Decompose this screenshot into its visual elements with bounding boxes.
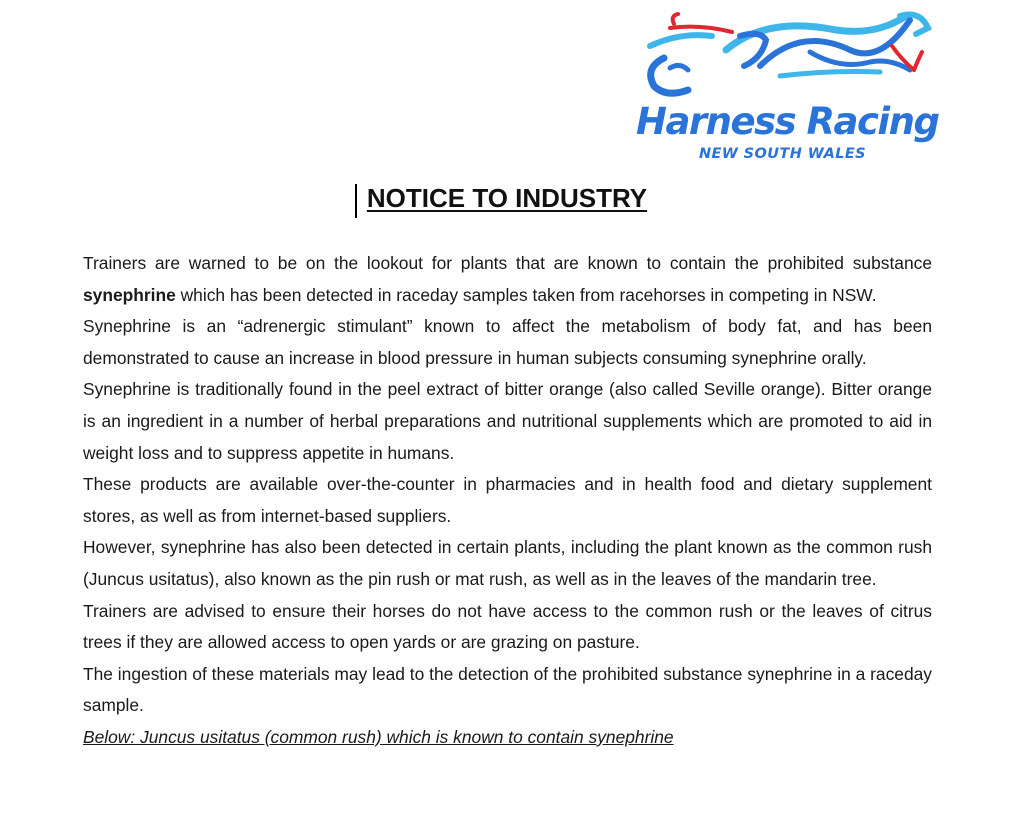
logo-subtitle: NEW SOUTH WALES [699, 146, 866, 162]
paragraph-5: However, synephrine has also been detected in certain plants, including the plant known as the common rush (Juncus usitatus), also known as the pin rush or mat rush, as well as in the leaves of the mandarin tree. [83, 537, 932, 589]
page-title: NOTICE TO INDUSTRY [366, 183, 648, 213]
logo-title: Harness Racing [636, 100, 939, 143]
paragraph-2: Synephrine is an “adrenergic stimulant” known to affect the metabolism of body fat, and has been demonstrated to cause an increase in blood pressure in human subjects consuming synephrine orally. [83, 316, 932, 368]
paragraph-7: The ingestion of these materials may lead to the detection of the prohibited substance synephrine in a raceday sample. [83, 663, 932, 716]
paragraph-3: Synephrine is traditionally found in the peel extract of bitter orange (also called Seville orange). Bitter orange is an ingredient in a number of herbal preparations and nutritional supplements which are promoted to aid in weight loss and to suppress appetite in humans. [83, 379, 932, 463]
harness-racing-logo-icon [630, 6, 940, 106]
notice-body [83, 248, 932, 754]
paragraph-1-after: which has been detected in raceday samples taken from racehorses in competing in NSW. [175, 284, 877, 305]
paragraph-1 [83, 248, 932, 311]
image-caption: Below: Juncus usitatus (common rush) which is known to contain synephrine [83, 726, 674, 747]
paragraph-4: These products are available over-the-counter in pharmacies and in health food and dietary supplement stores, as well as from internet-based suppliers. [83, 474, 932, 526]
paragraph-6: Trainers are advised to ensure their horses do not have access to the common rush or the leaves of citrus trees if they are allowed access to open yards or are grazing on pasture. [83, 600, 932, 653]
harness-racing-nsw-logo [630, 6, 940, 161]
paragraph-1-before: Trainers are warned to be on the lookout for plants that are known to contain the prohibited substance [83, 253, 932, 273]
synephrine-bold: synephrine [83, 284, 176, 305]
